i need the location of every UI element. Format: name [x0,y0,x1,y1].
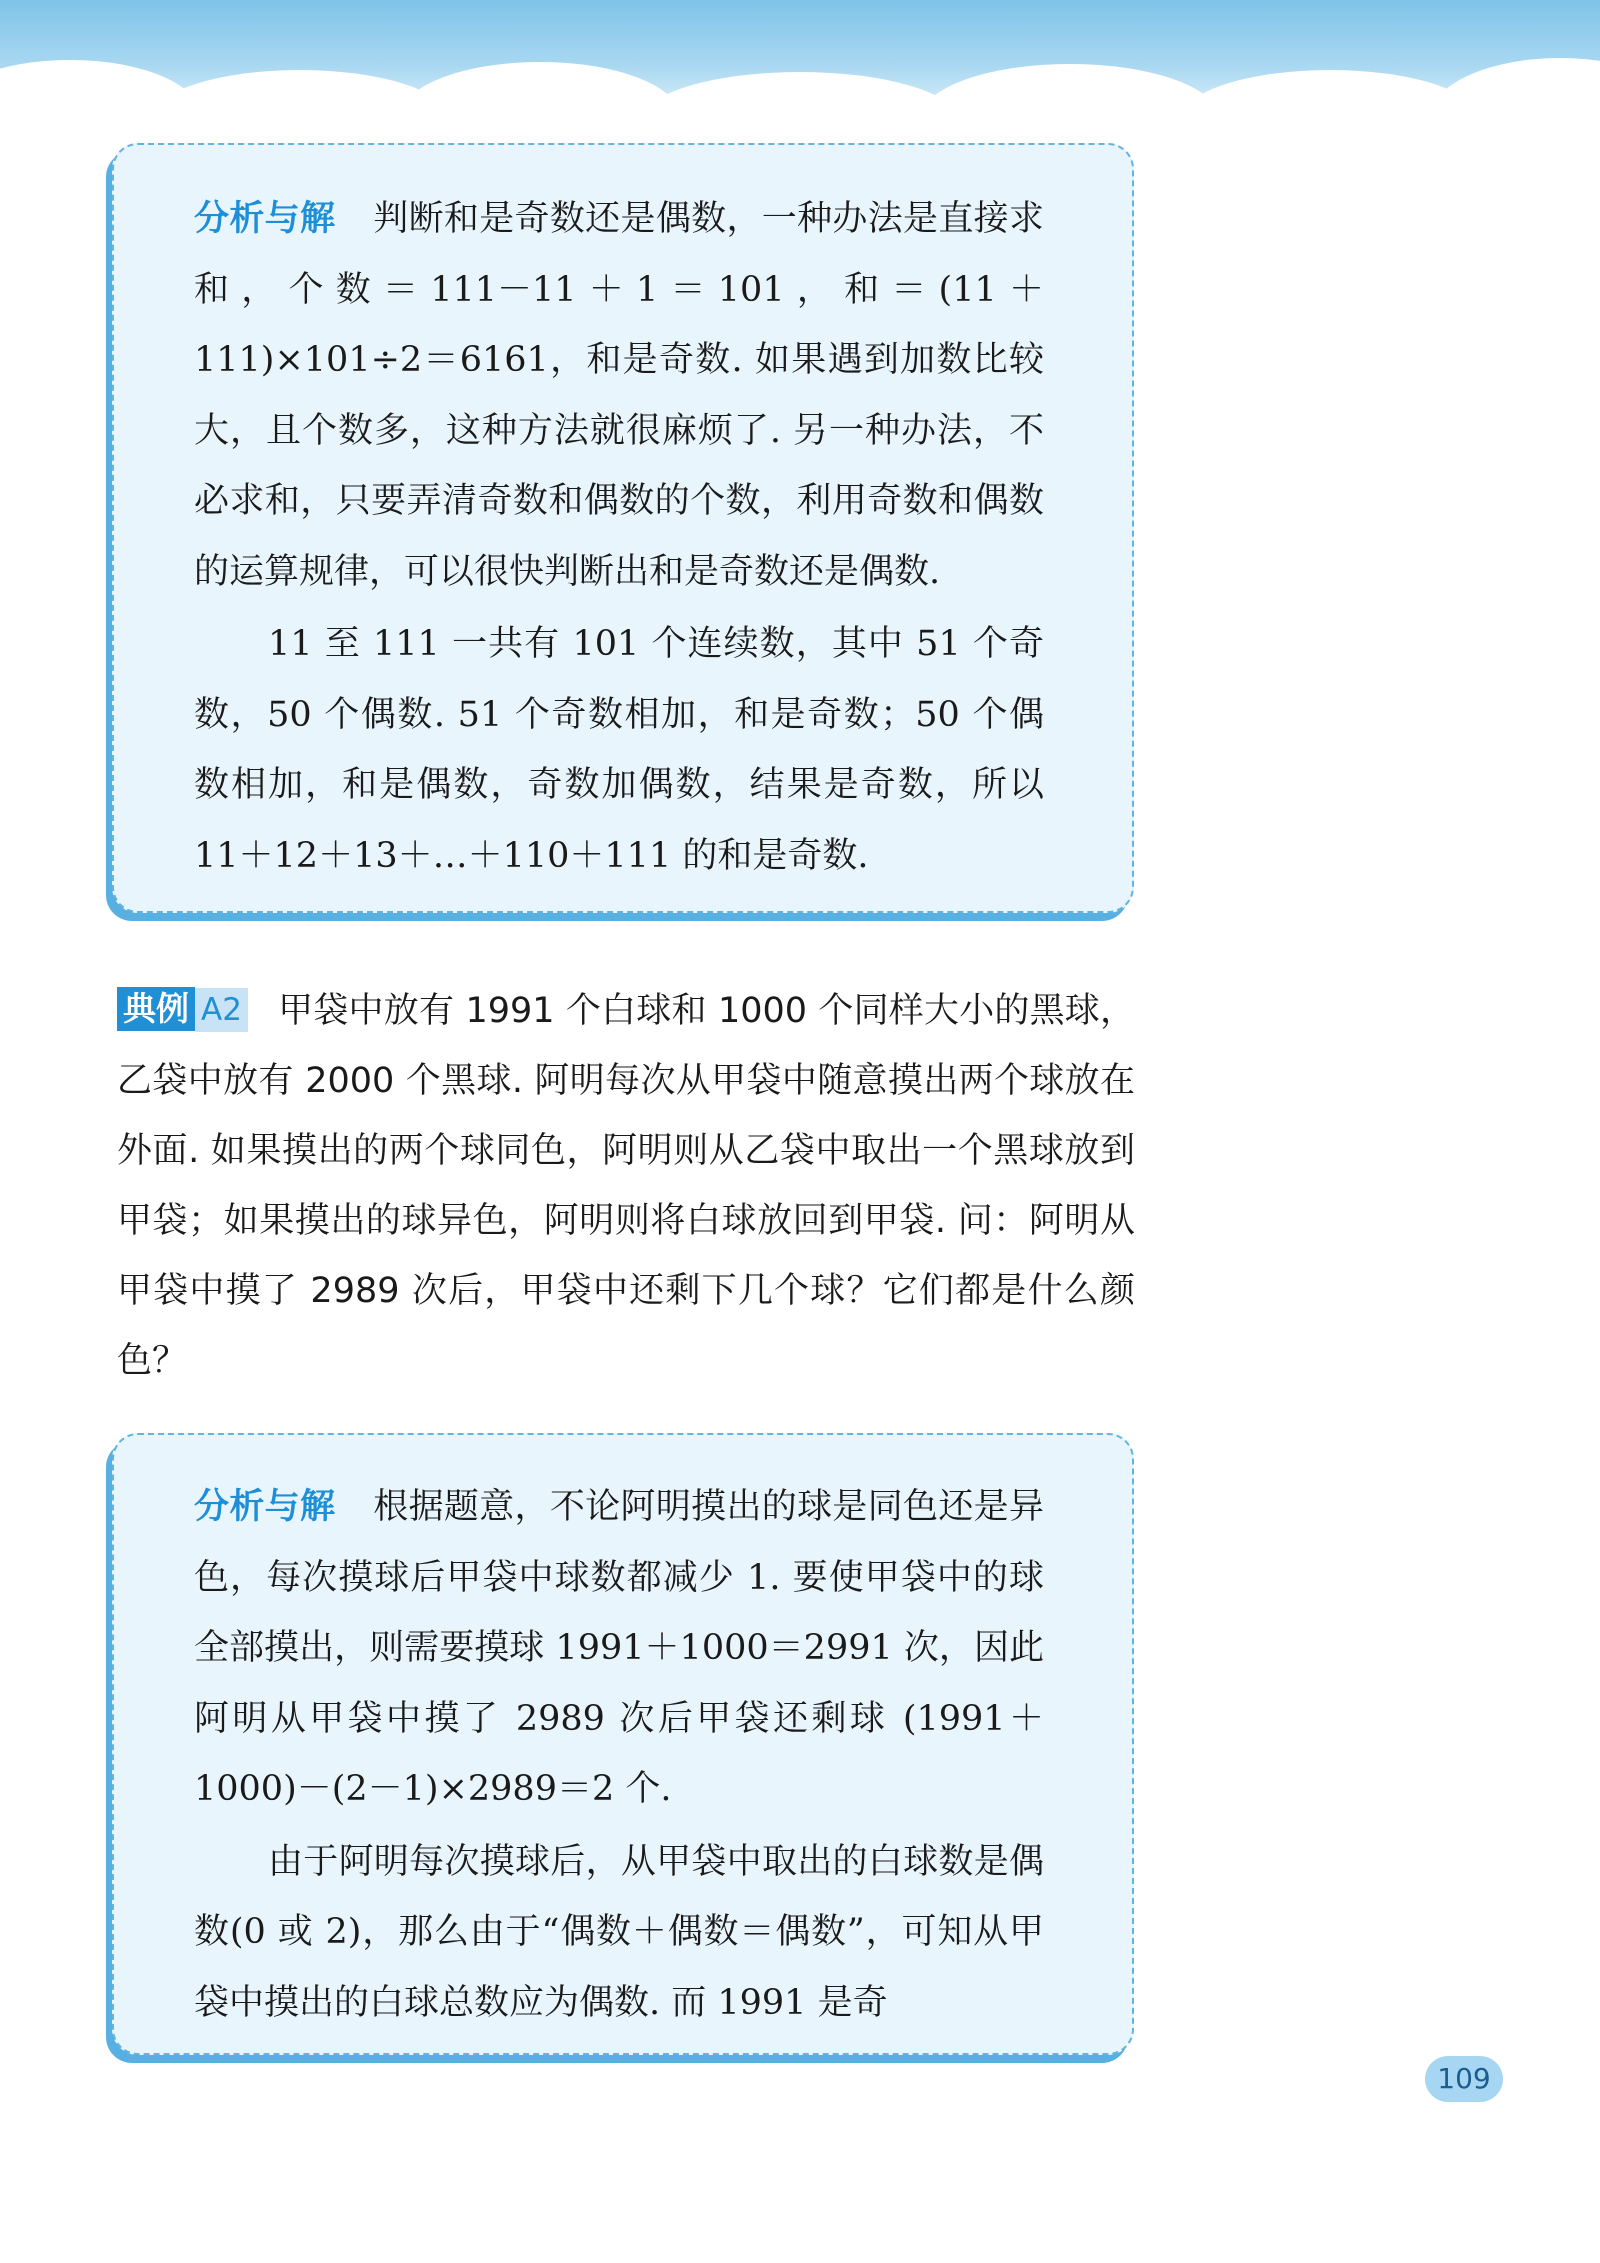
example-problem [117,976,1135,1396]
analysis-paragraph [194,1472,1044,1825]
analysis-heading: 分析与解 [194,199,336,239]
analysis-box-1 [112,143,1134,913]
analysis-text: 根据题意，不论阿明摸出的球是同色还是异色，每次摸球后甲袋中球数都减少 1. 要使甲袋中的球全部摸出，则需要摸球 1991＋1000＝2991 次，因此阿明从甲袋中摸了 2989 次后甲袋还剩球 (1991＋1000)－(2－1)×2989＝2 个. [194,1487,1044,1809]
analysis-box-2 [112,1433,1134,2055]
page-number: 109 [1425,2056,1503,2102]
analysis-paragraph [194,184,1044,607]
analysis-paragraph: 由于阿明每次摸球后，从甲袋中取出的白球数是偶数(0 或 2)，那么由于“偶数＋偶数＝偶数”，可知从甲袋中摸出的白球总数应为偶数. 而 1991 是奇 [194,1841,1044,2023]
example-tag: 典例 [117,987,195,1031]
example-number: A2 [195,988,248,1032]
analysis-text: 判断和是奇数还是偶数，一种办法是直接求和，个数＝111－11＋1＝101，和＝(11＋111)×101÷2＝6161，和是奇数. 如果遇到加数比较大，且个数多，这种方法就很麻烦了. 另一种办法，不必求和，只要弄清奇数和偶数的个数，利用奇数和偶数的运算规律，可以很快判断出和是奇数还是偶数. [194,199,1044,592]
example-text: 甲袋中放有 1991 个白球和 1000 个同样大小的黑球，乙袋中放有 2000 个黑球. 阿明每次从甲袋中随意摸出两个球放在外面. 如果摸出的两个球同色，阿明则从乙袋中取出一个黑球放到甲袋；如果摸出的球异色，阿明则将白球放回到甲袋. 问：阿明从甲袋中摸了 2989 次后，甲袋中还剩下几个球？它们都是什么颜色？ [117,991,1135,1381]
analysis-heading: 分析与解 [194,1487,336,1527]
analysis-paragraph: 11 至 111 一共有 101 个连续数，其中 51 个奇数，50 个偶数. 51 个奇数相加，和是奇数；50 个偶数相加，和是偶数，奇数加偶数，结果是奇数，所以 11＋12＋13＋…＋110＋111 的和是奇数. [194,624,1044,876]
